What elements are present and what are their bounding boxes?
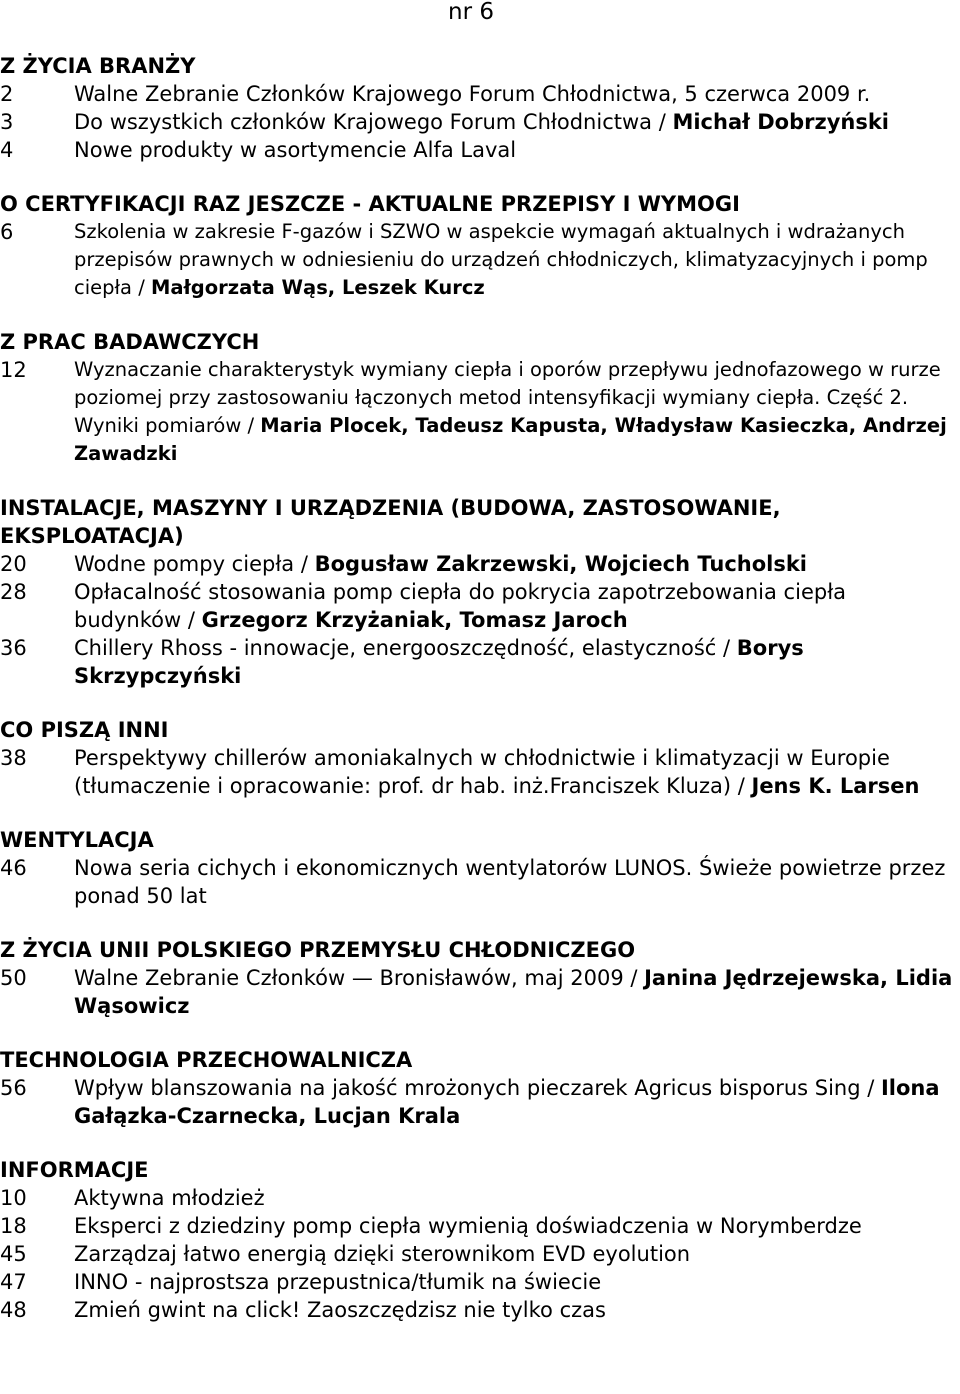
entry-authors: Michał Dobrzyński bbox=[672, 110, 889, 134]
entry-title: Zmień gwint na click! Zaoszczędzisz nie tylko czas bbox=[74, 1298, 606, 1322]
entry-title: Aktywna młodzież bbox=[74, 1186, 265, 1210]
section-heading: INSTALACJE, MASZYNY I URZĄDZENIA (BUDOWA, ZASTOSOWANIE, EKSPLOATACJA) bbox=[0, 496, 781, 548]
entry-text bbox=[74, 108, 960, 136]
entry-title: Walne Zebranie Członków Krajowego Forum Chłodnictwa, 5 czerwca 2009 r. bbox=[74, 82, 871, 106]
entry-text bbox=[74, 1240, 960, 1268]
entry-authors: Jens K. Larsen bbox=[751, 774, 920, 798]
table-of-contents bbox=[0, 52, 960, 1350]
toc-entry bbox=[0, 1184, 960, 1212]
entry-authors: Ilona Gałązka-Czarnecka, Lucjan Krala bbox=[74, 1076, 940, 1128]
page-number: 10 bbox=[0, 1186, 27, 1210]
entry-authors: Grzegorz Krzyżaniak, Tomasz Jaroch bbox=[201, 608, 628, 632]
page-number: 45 bbox=[0, 1242, 27, 1266]
entry-text bbox=[74, 634, 960, 690]
entry-authors: Bogusław Zakrzewski, Wojciech Tucholski bbox=[314, 552, 808, 576]
entry-title: Walne Zebranie Członków — Bronisławów, maj 2009 / bbox=[74, 966, 645, 990]
page-number: 28 bbox=[0, 580, 27, 604]
section-o-certyfikacji bbox=[0, 190, 960, 302]
entry-authors: Janina Jędrzejewska, Lidia Wąsowicz bbox=[74, 966, 953, 1018]
entry-title: Wpływ blanszowania na jakość mrożonych pieczarek Agricus bisporus Sing / bbox=[74, 1076, 881, 1100]
toc-entry bbox=[0, 1268, 960, 1296]
section-z-zycia-branzy bbox=[0, 52, 960, 164]
entry-text bbox=[74, 854, 960, 910]
entry-text bbox=[74, 1184, 960, 1212]
toc-entry bbox=[0, 744, 960, 800]
section-heading: O CERTYFIKACJI RAZ JESZCZE - AKTUALNE PRZEPISY I WYMOGI bbox=[0, 192, 740, 216]
entry-title: Chillery Rhoss - innowacje, energooszczędność, elastyczność / bbox=[74, 636, 737, 660]
entry-title: Szkolenia w zakresie F-gazów i SZWO w aspekcie wymagań aktualnych i wdrażanych przepisów prawnych w odniesieniu do urządzeń chłodniczych, klimatyzacyjnych i pomp ciepła / bbox=[74, 220, 928, 299]
entry-title: INNO - najprostsza przepustnica/tłumik na świecie bbox=[74, 1270, 602, 1294]
entry-authors: Maria Plocek, Tadeusz Kapusta, Władysław Kasieczka, Andrzej Zawadzki bbox=[74, 414, 947, 465]
entry-text bbox=[74, 1268, 960, 1296]
section-wentylacja bbox=[0, 826, 960, 910]
page-number: 47 bbox=[0, 1270, 27, 1294]
page-number: 38 bbox=[0, 746, 27, 770]
toc-entry bbox=[0, 356, 960, 468]
section-co-pisza-inni bbox=[0, 716, 960, 800]
toc-entry bbox=[0, 578, 960, 634]
page-number: 46 bbox=[0, 856, 27, 880]
section-heading: INFORMACJE bbox=[0, 1158, 149, 1182]
entry-text bbox=[74, 964, 960, 1020]
page-number: 36 bbox=[0, 636, 27, 660]
entry-authors: Borys Skrzypczyński bbox=[74, 636, 804, 688]
section-informacje bbox=[0, 1156, 960, 1324]
entry-title: Nowa seria cichych i ekonomicznych wentylatorów LUNOS. Świeże powietrze przez ponad 50 lat bbox=[74, 856, 946, 908]
page-number: 3 bbox=[0, 110, 14, 134]
page-number: 48 bbox=[0, 1298, 27, 1322]
toc-entry bbox=[0, 136, 960, 164]
toc-entry bbox=[0, 964, 960, 1020]
section-heading: Z ŻYCIA BRANŻY bbox=[0, 54, 196, 78]
section-heading: CO PISZĄ INNI bbox=[0, 718, 169, 742]
entry-text bbox=[74, 550, 960, 578]
entry-text bbox=[74, 1074, 960, 1130]
entry-text bbox=[74, 578, 960, 634]
page-number: 18 bbox=[0, 1214, 27, 1238]
toc-entry bbox=[0, 634, 960, 690]
entry-title: Wyznaczanie charakterystyk wymiany ciepła i oporów przepływu jednofazowego w rurze poziomej przy zastosowaniu łączonych metod intensyfikacji wymiany ciepła. Część 2. Wyniki pomiarów / bbox=[74, 358, 941, 437]
entry-text bbox=[74, 1296, 960, 1324]
page-number: 20 bbox=[0, 552, 27, 576]
page-number: 50 bbox=[0, 966, 27, 990]
entry-title: Zarządzaj łatwo energią dzięki sterownikom EVD eyolution bbox=[74, 1242, 691, 1266]
entry-title: Do wszystkich członków Krajowego Forum Chłodnictwa / bbox=[74, 110, 673, 134]
entry-text bbox=[74, 1212, 960, 1240]
entry-title: Eksperci z dziedziny pomp ciepła wymienią doświadczenia w Norymberdze bbox=[74, 1214, 862, 1238]
issue-number: nr 6 bbox=[448, 0, 494, 25]
section-technologia-przechowalnicza bbox=[0, 1046, 960, 1130]
entry-text bbox=[74, 80, 960, 108]
toc-entry bbox=[0, 550, 960, 578]
toc-entry bbox=[0, 108, 960, 136]
entry-title: Wodne pompy ciepła / bbox=[74, 552, 315, 576]
section-heading: WENTYLACJA bbox=[0, 828, 154, 852]
toc-entry bbox=[0, 1240, 960, 1268]
section-z-zycia-unii bbox=[0, 936, 960, 1020]
toc-entry bbox=[0, 854, 960, 910]
entry-text bbox=[74, 136, 960, 164]
section-heading: TECHNOLOGIA PRZECHOWALNICZA bbox=[0, 1048, 413, 1072]
entry-text bbox=[74, 356, 960, 468]
entry-title: Nowe produkty w asortymencie Alfa Laval bbox=[74, 138, 517, 162]
entry-title: Perspektywy chillerów amoniakalnych w chłodnictwie i klimatyzacji w Europie (tłumaczenie i opracowanie: prof. dr hab. inż.Franciszek Kluza) / bbox=[74, 746, 890, 798]
entry-authors: Małgorzata Wąs, Leszek Kurcz bbox=[150, 276, 485, 299]
entry-text bbox=[74, 744, 960, 800]
section-z-prac-badawczych bbox=[0, 328, 960, 468]
section-instalacje bbox=[0, 494, 960, 690]
page-number: 4 bbox=[0, 138, 14, 162]
toc-entry bbox=[0, 218, 960, 302]
page-number: 12 bbox=[0, 358, 27, 382]
entry-text bbox=[74, 218, 960, 302]
toc-entry bbox=[0, 1212, 960, 1240]
toc-entry bbox=[0, 80, 960, 108]
page-number: 2 bbox=[0, 82, 14, 106]
section-heading: Z ŻYCIA UNII POLSKIEGO PRZEMYSŁU CHŁODNICZEGO bbox=[0, 938, 636, 962]
entry-title: Opłacalność stosowania pomp ciepła do pokrycia zapotrzebowania ciepła budynków / bbox=[74, 580, 847, 632]
page-number: 56 bbox=[0, 1076, 27, 1100]
page-number: 6 bbox=[0, 220, 14, 244]
toc-entry bbox=[0, 1296, 960, 1324]
section-heading: Z PRAC BADAWCZYCH bbox=[0, 330, 260, 354]
toc-entry bbox=[0, 1074, 960, 1130]
